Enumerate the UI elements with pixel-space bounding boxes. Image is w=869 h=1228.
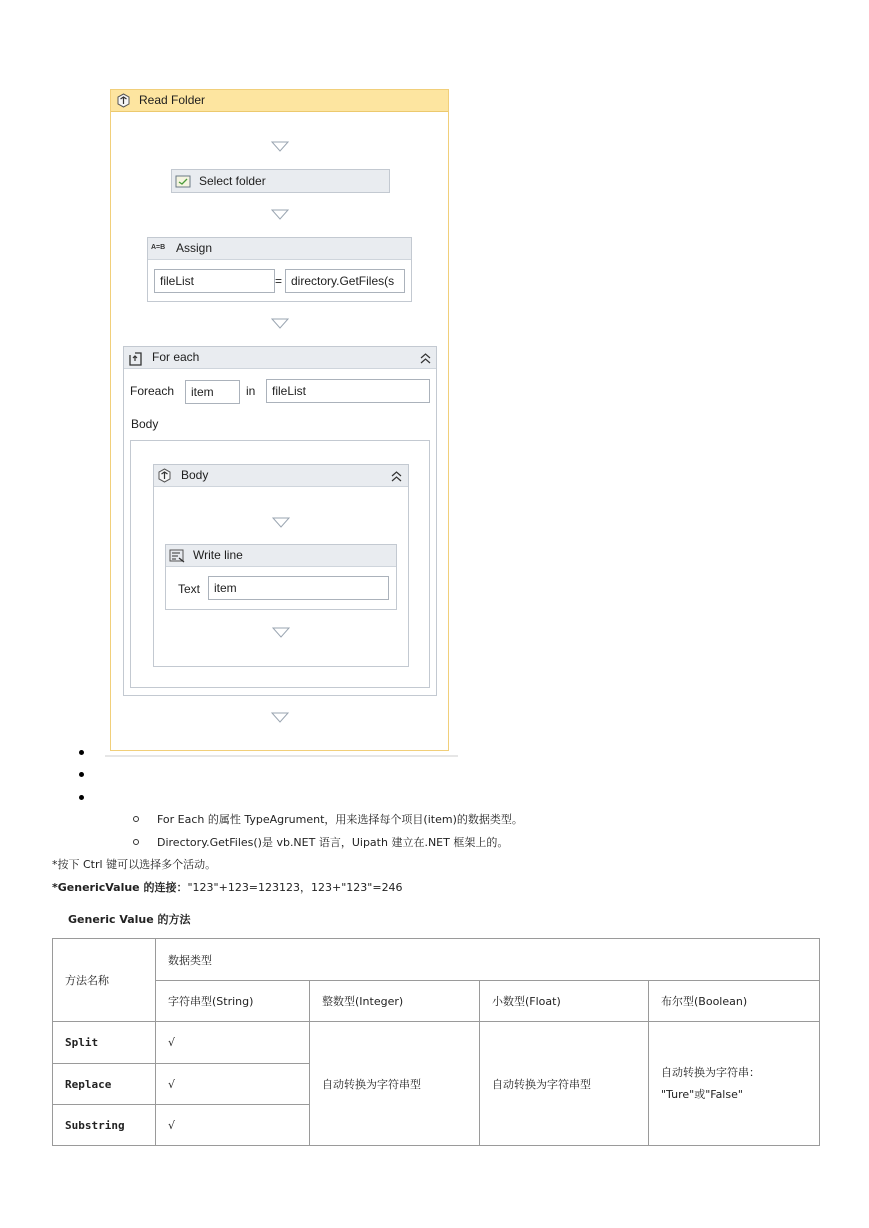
method-name-cell: Replace: [53, 1064, 156, 1105]
for-each-header[interactable]: [124, 347, 436, 369]
note-ctrl: *按下 Ctrl 键可以选择多个活动。: [52, 858, 217, 871]
activity-assign[interactable]: [147, 237, 412, 302]
for-each-title: For each: [152, 350, 200, 364]
body-sequence-title: Body: [181, 468, 209, 482]
sub-bullet-icon: [133, 816, 139, 822]
generic-value-methods-table: [52, 938, 820, 1146]
assign-value-field[interactable]: directory.GetFiles(s: [285, 269, 405, 293]
activity-for-each[interactable]: [123, 346, 437, 696]
write-line-title: Write line: [193, 548, 243, 562]
foreach-item-field[interactable]: item: [185, 380, 240, 404]
drop-arrow-icon[interactable]: [272, 517, 290, 528]
sequence-icon: [116, 93, 131, 108]
sequence-header[interactable]: [111, 90, 448, 112]
activity-write-line[interactable]: [165, 544, 397, 610]
body-label: Body: [131, 417, 159, 431]
table-title: Generic Value 的方法: [68, 913, 191, 926]
body-sequence-header[interactable]: [154, 465, 408, 487]
drop-arrow-icon[interactable]: [271, 318, 289, 329]
assign-header[interactable]: [148, 238, 411, 260]
drop-arrow-icon[interactable]: [272, 627, 290, 638]
type-header-cell: 数据类型: [156, 939, 820, 981]
type-string-cell: 字符串型(String): [156, 981, 310, 1022]
table-row: [53, 981, 820, 1022]
collapse-icon[interactable]: [420, 353, 431, 364]
method-name-cell: Split: [53, 1022, 156, 1064]
write-line-text-field[interactable]: item: [208, 576, 389, 600]
integer-note-cell: 自动转换为字符串型: [310, 1022, 480, 1146]
string-check-cell: √: [156, 1105, 310, 1146]
collapse-icon[interactable]: [391, 471, 402, 482]
assign-equals: =: [275, 274, 283, 288]
text-label: Text: [178, 582, 201, 596]
table-row: [53, 939, 820, 981]
type-integer-cell: 整数型(Integer): [310, 981, 480, 1022]
sequence-icon: [157, 468, 172, 483]
sequence-title: Read Folder: [139, 93, 206, 107]
assign-title: Assign: [176, 241, 213, 255]
table-row: [53, 1022, 820, 1064]
bullet-icon: [79, 795, 84, 800]
note-genericvalue-label: *GenericValue 的连接：: [52, 881, 188, 894]
method-name-cell: Substring: [53, 1105, 156, 1146]
drop-arrow-icon[interactable]: [271, 209, 289, 220]
body-sequence[interactable]: [153, 464, 409, 667]
method-header-cell: 方法名称: [53, 939, 156, 1022]
sub-bullet-icon: [133, 839, 139, 845]
body-container[interactable]: [130, 440, 430, 688]
string-check-cell: √: [156, 1022, 310, 1064]
folder-icon: [175, 174, 191, 188]
boolean-note-cell: [649, 1022, 820, 1146]
note-genericvalue: [52, 879, 403, 895]
in-label: in: [246, 384, 256, 398]
note-typeargument: For Each 的属性 TypeAgrument，用来选择每个项目(item)的数据类型。: [157, 813, 523, 826]
type-boolean-cell: 布尔型(Boolean): [649, 981, 820, 1022]
write-line-icon: [169, 549, 185, 563]
sequence-read-folder[interactable]: [110, 89, 449, 751]
foreach-collection-field[interactable]: fileList: [266, 379, 430, 403]
foreach-label: Foreach: [130, 384, 175, 398]
boolean-note-line1: 自动转换为字符串：: [661, 1065, 760, 1079]
bullet-icon: [79, 772, 84, 777]
string-check-cell: √: [156, 1064, 310, 1105]
activity-select-folder[interactable]: [171, 169, 390, 193]
loop-icon: [128, 351, 143, 366]
float-note-cell: 自动转换为字符串型: [480, 1022, 649, 1146]
sequence-shadow: [105, 755, 458, 757]
write-line-header[interactable]: [166, 545, 396, 567]
assign-icon: A=B: [151, 244, 166, 251]
select-folder-title: Select folder: [199, 174, 266, 188]
note-getfiles: Directory.GetFiles()是 vb.NET 语言，Uipath 建立在.NET 框架上的。: [157, 836, 509, 849]
bullet-icon: [79, 750, 84, 755]
drop-arrow-icon[interactable]: [271, 712, 289, 723]
boolean-note-line2: "Ture"或"False": [661, 1087, 743, 1101]
assign-to-field[interactable]: fileList: [154, 269, 275, 293]
type-float-cell: 小数型(Float): [480, 981, 649, 1022]
note-genericvalue-example: "123"+123=123123，123+"123"=246: [187, 881, 403, 894]
drop-arrow-icon[interactable]: [271, 141, 289, 152]
